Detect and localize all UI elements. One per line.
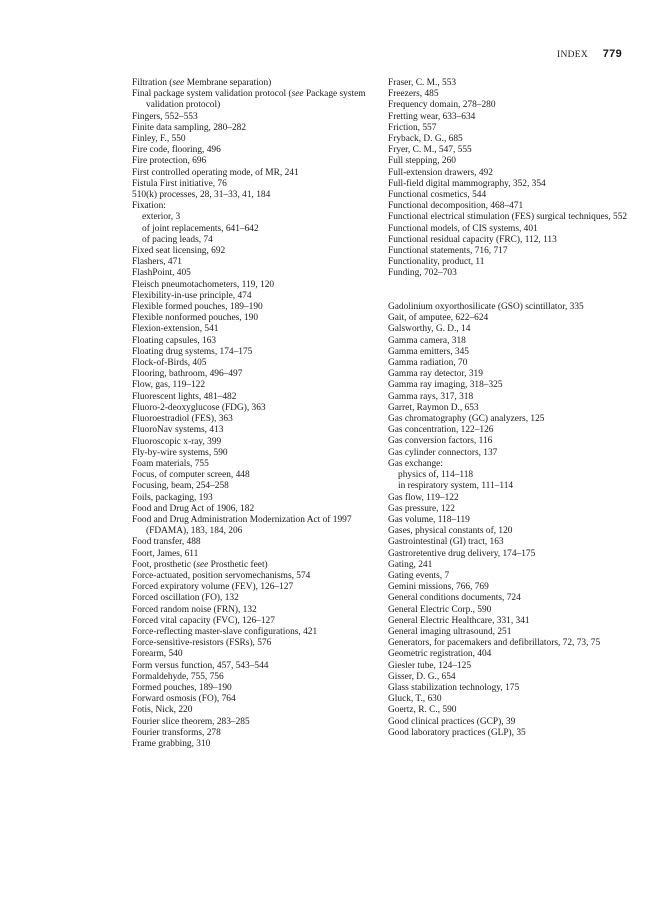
index-section-gap	[388, 280, 628, 302]
index-entry: Food transfer, 488	[132, 537, 201, 548]
index-column-right	[388, 78, 628, 739]
index-entry: Fluoroscopic x-ray, 399	[132, 436, 222, 447]
index-entry: Geometric registration, 404	[388, 649, 492, 660]
index-entry: General imaging ultrasound, 251	[388, 626, 512, 637]
index-entry: FluoroNav systems, 413	[132, 425, 224, 436]
index-entry: Gastroretentive drug delivery, 174–175	[388, 548, 536, 559]
index-entry: Fixation:	[132, 201, 166, 212]
index-entry: Finite data sampling, 280–282	[132, 122, 247, 133]
index-entry: Fluorescent lights, 481–482	[132, 391, 237, 402]
index-subentry: physics of, 114–118	[398, 470, 474, 481]
index-entry: Gluck, T., 630	[388, 694, 442, 705]
index-entry: Forward osmosis (FO), 764	[132, 694, 236, 705]
index-subentry: in respiratory system, 111–114	[398, 481, 514, 492]
index-subentry: exterior, 3	[142, 212, 181, 223]
index-entry: Forearm, 540	[132, 649, 183, 660]
index-entry: Fixed seat licensing, 692	[132, 246, 226, 257]
index-entry: Gamma rays, 317, 318	[388, 391, 474, 402]
index-entry: Fryer, C. M., 547, 555	[388, 145, 472, 156]
index-entry: Functional cosmetics, 544	[388, 190, 487, 201]
index-entry: Gas exchange:	[388, 458, 443, 469]
index-entry: Full-field digital mammography, 352, 354	[388, 178, 546, 189]
index-entry: Good clinical practices (GCP), 39	[388, 716, 516, 727]
index-entry: Gas conversion factors, 116	[388, 436, 493, 447]
index-entry: Gamma ray imaging, 318–325	[388, 380, 503, 391]
index-entry: Foort, James, 611	[132, 548, 199, 559]
index-entry: Flexibility-in-use principle, 474	[132, 290, 252, 301]
index-subentry: of pacing leads, 74	[142, 234, 213, 245]
index-entry: Fourier transforms, 278	[132, 727, 221, 738]
index-entry: Flock-of-Birds, 405	[132, 358, 207, 369]
index-entry: Final package system validation protocol (see Package system validation protocol)	[132, 89, 366, 111]
index-entry: Fraser, C. M., 553	[388, 78, 457, 88]
index-entry: Fly-by-wire systems, 590	[132, 447, 228, 458]
index-entry: Fotis, Nick, 220	[132, 705, 193, 716]
index-entry: Good laboratory practices (GLP), 35	[388, 727, 526, 738]
index-entry: Funding, 702–703	[388, 268, 457, 279]
index-entry: Flooring, bathroom, 496–497	[132, 369, 243, 380]
index-column-left	[132, 78, 372, 750]
index-entry: Flexible nonformed pouches, 190	[132, 313, 259, 324]
index-entry: Frame grabbing, 310	[132, 738, 211, 749]
index-entry: Full-extension drawers, 492	[388, 167, 493, 178]
index-entry: Foils, packaging, 193	[132, 492, 213, 503]
index-entry: Fourier slice theorem, 283–285	[132, 716, 250, 727]
index-entry: Gas cylinder connectors, 137	[388, 447, 498, 458]
index-entry: Gas flow, 119–122	[388, 492, 459, 503]
index-entry: Fretting wear, 633–634	[388, 111, 476, 122]
index-entry: Filtration (see Membrane separation)	[132, 78, 272, 88]
index-entry: Gases, physical constants of, 120	[388, 526, 513, 537]
index-entry: Forced vital capacity (FVC), 126–127	[132, 615, 275, 626]
index-entry: Freezers, 485	[388, 89, 439, 100]
index-entry: Gating, 241	[388, 559, 433, 570]
index-entry: Flashers, 471	[132, 257, 182, 268]
index-entry: Functionality, product, 11	[388, 257, 485, 268]
index-entry: Functional residual capacity (FRC), 112, 113	[388, 234, 557, 245]
index-entry: Floating capsules, 163	[132, 335, 217, 346]
index-entry: Gait, of amputee, 622–624	[388, 313, 489, 324]
index-subentry: of joint replacements, 641–642	[142, 223, 259, 234]
index-entry: Flow, gas, 119–122	[132, 380, 206, 391]
header-index-label: INDEX	[556, 50, 589, 60]
index-entry: Flexible formed pouches, 189–190	[132, 302, 263, 313]
index-entry: Garret, Raymon D., 653	[388, 402, 479, 413]
index-entry: Gating events, 7	[388, 570, 450, 581]
index-entry: Gamma radiation, 70	[388, 358, 468, 369]
index-entry: Fleisch pneumotachometers, 119, 120	[132, 279, 275, 290]
running-header	[0, 48, 622, 64]
index-entry: Fire code, flooring, 496	[132, 145, 221, 156]
index-entry: Fingers, 552–553	[132, 111, 198, 122]
index-entry: Finley, F., 550	[132, 134, 186, 145]
index-entry: Gas concentration, 122–126	[388, 425, 494, 436]
index-entry: Functional statements, 716, 717	[388, 246, 508, 257]
index-entry: Frequency domain, 278–280	[388, 100, 496, 111]
index-entry: Floating drug systems, 174–175	[132, 346, 253, 357]
index-entry: Generators, for pacemakers and defibrillators, 72, 73, 75	[388, 638, 601, 649]
index-entry: Gamma camera, 318	[388, 335, 466, 346]
index-entry: General Electric Corp., 590	[388, 604, 492, 615]
index-entry: Food and Drug Act of 1906, 182	[132, 503, 255, 514]
index-entry: Form versus function, 457, 543–544	[132, 660, 269, 671]
index-entry: Gisser, D. G., 654	[388, 671, 456, 682]
index-entry: Flexion-extension, 541	[132, 324, 219, 335]
index-entry: Fryback, D. G., 685	[388, 134, 463, 145]
index-entry: Functional electrical stimulation (FES) surgical techniques, 552	[388, 212, 628, 223]
index-entry: Gamma emitters, 345	[388, 346, 469, 357]
index-entry: Fluoro-2-deoxyglucose (FDG), 363	[132, 402, 266, 413]
index-entry: Gas pressure, 122	[388, 503, 455, 514]
index-entry: Food and Drug Administration Modernization Act of 1997 (FDAMA), 183, 184, 206	[132, 514, 352, 537]
index-entry: Formed pouches, 189–190	[132, 682, 232, 693]
index-entry: Focus, of computer screen, 448	[132, 470, 250, 481]
index-entry: Gastrointestinal (GI) tract, 163	[388, 537, 504, 548]
index-entry: Friction, 557	[388, 122, 437, 133]
index-entry: Giesler tube, 124–125	[388, 660, 472, 671]
index-entry: Fire protection, 696	[132, 156, 207, 167]
index-entry: FlashPoint, 405	[132, 268, 191, 279]
index-entry: Forced random noise (FRN), 132	[132, 604, 257, 615]
index-entry: Focusing, beam, 254–258	[132, 481, 229, 492]
index-entry: Force-reflecting master-slave configurations, 421	[132, 626, 318, 637]
index-entry: Fluoroestradiol (FES), 363	[132, 414, 233, 425]
index-entry: Formaldehyde, 755, 756	[132, 671, 224, 682]
index-entry: Full stepping, 260	[388, 156, 456, 167]
index-entry: Gadolinium oxyorthosilicate (GSO) scintillator, 335	[388, 302, 584, 313]
index-entry: Gamma ray detector, 319	[388, 369, 483, 380]
index-entry: Functional decomposition, 468–471	[388, 201, 524, 212]
index-entry: Goertz, R. C., 590	[388, 705, 457, 716]
index-entry: Fistula First initiative, 76	[132, 178, 227, 189]
index-entry: Functional models, of CIS systems, 401	[388, 223, 538, 234]
page-number: 779	[602, 48, 622, 60]
index-entry: Force-sensitive-resistors (FSRs), 576	[132, 638, 272, 649]
index-entry: General Electric Healthcare, 331, 341	[388, 615, 530, 626]
index-entry: Gas chromatography (GC) analyzers, 125	[388, 414, 545, 425]
index-entry: Force-actuated, position servomechanisms, 574	[132, 570, 311, 581]
index-entry: Foot, prosthetic (see Prosthetic feet)	[132, 559, 268, 570]
index-entry: Forced oscillation (FO), 132	[132, 593, 239, 604]
index-entry: General conditions documents, 724	[388, 593, 521, 604]
index-entry: Forced expiratory volume (FEV), 126–127	[132, 582, 294, 593]
index-entry: 510(k) processes, 28, 31–33, 41, 184	[132, 190, 271, 201]
index-entry: First controlled operating mode, of MR, 241	[132, 167, 299, 178]
index-entry: Foam materials, 755	[132, 458, 209, 469]
index-entry: Gemini missions, 766, 769	[388, 582, 489, 593]
index-entry: Glass stabilization technology, 175	[388, 682, 520, 693]
index-entry: Gas volume, 118–119	[388, 514, 470, 525]
index-entry: Galsworthy, G. D., 14	[388, 324, 471, 335]
